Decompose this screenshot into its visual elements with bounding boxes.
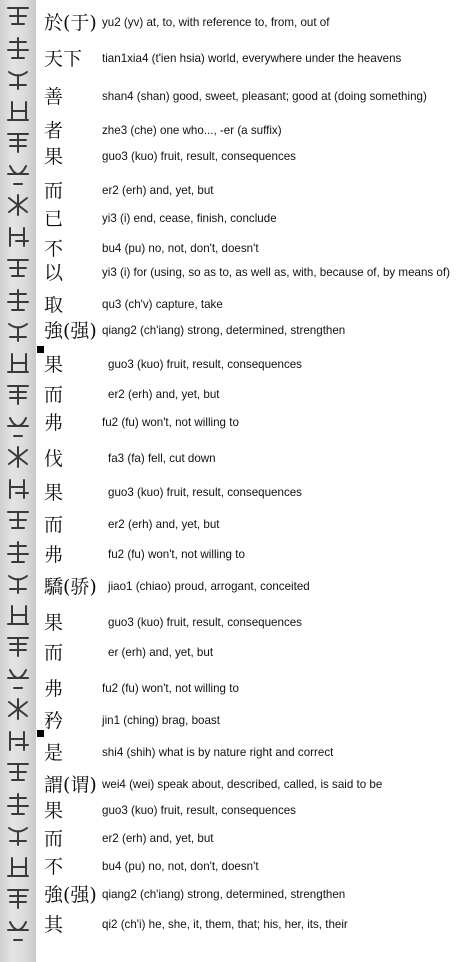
entry-hanzi: 不	[44, 856, 64, 878]
entry-gloss: er2 (erh) and, yet, but	[102, 832, 214, 845]
entry-gloss: qiang2 (ch'iang) strong, determined, strengthen	[102, 888, 346, 901]
entry-hanzi: 而	[44, 384, 64, 406]
entry-hanzi: 謂(谓)	[44, 774, 97, 796]
entry-hanzi: 弗	[44, 544, 64, 566]
entry-hanzi: 是	[44, 742, 64, 764]
entry-gloss: bu4 (pu) no, not, don't, doesn't	[102, 242, 259, 255]
entry-row	[0, 824, 468, 854]
entry-row	[0, 176, 468, 206]
entry-row	[0, 674, 468, 704]
entry-hanzi: 弗	[44, 678, 64, 700]
entry-gloss: guo3 (kuo) fruit, result, consequences	[108, 616, 302, 629]
entry-row	[0, 510, 468, 540]
entry-row	[0, 44, 468, 74]
entry-hanzi: 果	[44, 800, 64, 822]
entry-hanzi: 而	[44, 514, 64, 536]
entry-hanzi: 弗	[44, 412, 64, 434]
entry-gloss: fu2 (fu) won't, not willing to	[102, 682, 239, 695]
entry-gloss: yi3 (i) for (using, so as to, as well as, with, because of, by means of)	[102, 266, 450, 279]
entry-row	[0, 910, 468, 940]
entry-row	[0, 880, 468, 910]
entry-hanzi: 果	[44, 482, 64, 504]
entry-gloss: qi2 (ch'i) he, she, it, them, that; his, her, its, their	[102, 918, 348, 931]
entry-hanzi: 而	[44, 642, 64, 664]
entry-gloss: guo3 (kuo) fruit, result, consequences	[108, 486, 302, 499]
entry-row	[0, 852, 468, 882]
entry-hanzi: 於(于)	[44, 12, 97, 34]
entry-hanzi: 天下	[44, 48, 83, 70]
entry-row	[0, 408, 468, 438]
entry-gloss: shi4 (shih) what is by nature right and correct	[102, 746, 334, 759]
entry-gloss: yi3 (i) end, cease, finish, conclude	[102, 212, 277, 225]
entry-row	[0, 608, 468, 638]
entry-hanzi: 而	[44, 180, 64, 202]
entry-hanzi: 者	[44, 120, 64, 142]
entry-gloss: qu3 (ch'v) capture, take	[102, 298, 223, 311]
entry-hanzi: 強(强)	[44, 884, 97, 906]
entry-row	[0, 638, 468, 668]
entry-gloss: shan4 (shan) good, sweet, pleasant; good at (doing something)	[102, 90, 427, 103]
entry-row	[0, 572, 468, 602]
entry-row	[0, 380, 468, 410]
entry-row	[0, 142, 468, 172]
entry-row	[0, 258, 468, 288]
entry-hanzi: 取	[44, 294, 64, 316]
entry-gloss: jin1 (ching) brag, boast	[102, 714, 220, 727]
entry-row	[0, 540, 468, 570]
section-marker-icon	[37, 346, 44, 353]
entry-gloss: fa3 (fa) fell, cut down	[108, 452, 216, 465]
entry-gloss: tian1xia4 (t'ien hsia) world, everywhere under the heavens	[102, 52, 402, 65]
entry-gloss: fu2 (fu) won't, not willing to	[102, 416, 239, 429]
entry-row	[0, 350, 468, 380]
entry-gloss: er2 (erh) and, yet, but	[108, 518, 220, 531]
entry-hanzi: 果	[44, 612, 64, 634]
entry-hanzi: 已	[44, 208, 64, 230]
entry-hanzi: 而	[44, 828, 64, 850]
entry-hanzi: 伐	[44, 448, 64, 470]
entry-hanzi: 強(强)	[44, 320, 97, 342]
entry-gloss: guo3 (kuo) fruit, result, consequences	[102, 150, 296, 163]
entry-row	[0, 444, 468, 474]
entry-gloss: jiao1 (chiao) proud, arrogant, conceited	[108, 580, 310, 593]
entry-gloss: er (erh) and, yet, but	[108, 646, 214, 659]
entry-gloss: er2 (erh) and, yet, but	[108, 388, 220, 401]
entry-gloss: wei4 (wei) speak about, described, called, is said to be	[102, 778, 383, 791]
entry-row	[0, 706, 468, 736]
entry-hanzi: 善	[44, 86, 64, 108]
entry-hanzi: 以	[44, 262, 64, 284]
entry-hanzi: 驕(骄)	[44, 576, 97, 598]
entry-row	[0, 82, 468, 112]
section-marker-icon	[37, 730, 44, 737]
entry-hanzi: 果	[44, 354, 64, 376]
entry-row	[0, 796, 468, 826]
entry-row	[0, 204, 468, 234]
entry-gloss: guo3 (kuo) fruit, result, consequences	[102, 804, 296, 817]
entry-row	[0, 8, 468, 38]
entry-hanzi: 不	[44, 238, 64, 260]
entry-hanzi: 果	[44, 146, 64, 168]
entry-gloss: fu2 (fu) won't, not willing to	[108, 548, 245, 561]
entry-gloss: er2 (erh) and, yet, but	[102, 184, 214, 197]
entry-gloss: yu2 (yv) at, to, with reference to, from, out of	[102, 16, 330, 29]
entry-gloss: guo3 (kuo) fruit, result, consequences	[108, 358, 302, 371]
entry-gloss: zhe3 (che) one who..., -er (a suffix)	[102, 124, 282, 137]
entry-gloss: bu4 (pu) no, not, don't, doesn't	[102, 860, 259, 873]
entry-gloss: qiang2 (ch'iang) strong, determined, strengthen	[102, 324, 346, 337]
entry-hanzi: 其	[44, 914, 64, 936]
entry-row	[0, 738, 468, 768]
entry-hanzi: 矜	[44, 710, 64, 732]
entry-row	[0, 478, 468, 508]
entry-row	[0, 316, 468, 346]
